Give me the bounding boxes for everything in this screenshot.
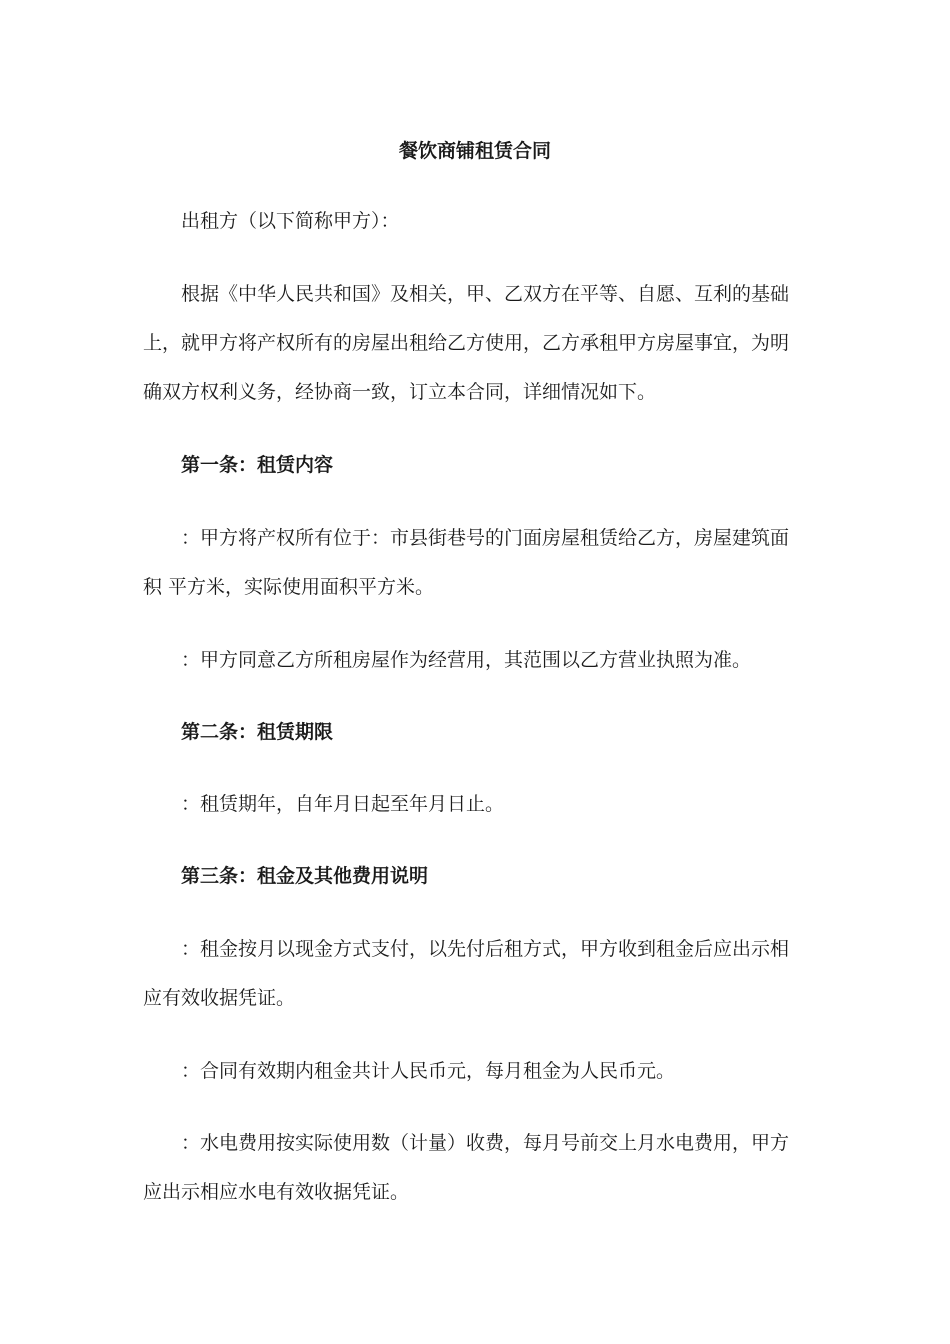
article-3-heading: 第三条：租金及其他费用说明 xyxy=(181,865,429,887)
lessor-line: 出租方（以下简称甲方）： xyxy=(181,210,400,232)
document-title: 餐饮商铺租赁合同 xyxy=(398,140,551,162)
intro-paragraph: 根据《中华人民共和国》及相关，甲、乙双方在平等、自愿、互利的基础上，就甲方将产权所有的房屋出租给乙方使用，乙方承租甲方房屋事宜，为明确双方权利义务，经协商一致，订立本合同，详细情况如下。 xyxy=(143,283,790,403)
article-3-clause-2: ：合同有效期内租金共计人民币元，每月租金为人民币元。 xyxy=(181,1060,676,1082)
article-1-clause-2: ：甲方同意乙方所租房屋作为经营用，其范围以乙方营业执照为准。 xyxy=(181,649,752,671)
article-3-clause-1: ：租金按月以现金方式支付，以先付后租方式，甲方收到租金后应出示相应有效收据凭证。 xyxy=(143,938,790,1009)
article-2-heading: 第二条：租赁期限 xyxy=(181,721,334,743)
article-1-heading: 第一条：租赁内容 xyxy=(181,454,334,476)
article-3-clause-3: ：水电费用按实际使用数（计量）收费，每月号前交上月水电费用，甲方应出示相应水电有效收据凭证。 xyxy=(143,1132,790,1203)
article-1-clause-1: ：甲方将产权所有位于：市县街巷号的门面房屋租赁给乙方，房屋建筑面积 平方米，实际使用面积平方米。 xyxy=(143,527,790,598)
article-2-clause-1: ：租赁期年，自年月日起至年月日止。 xyxy=(181,793,505,815)
